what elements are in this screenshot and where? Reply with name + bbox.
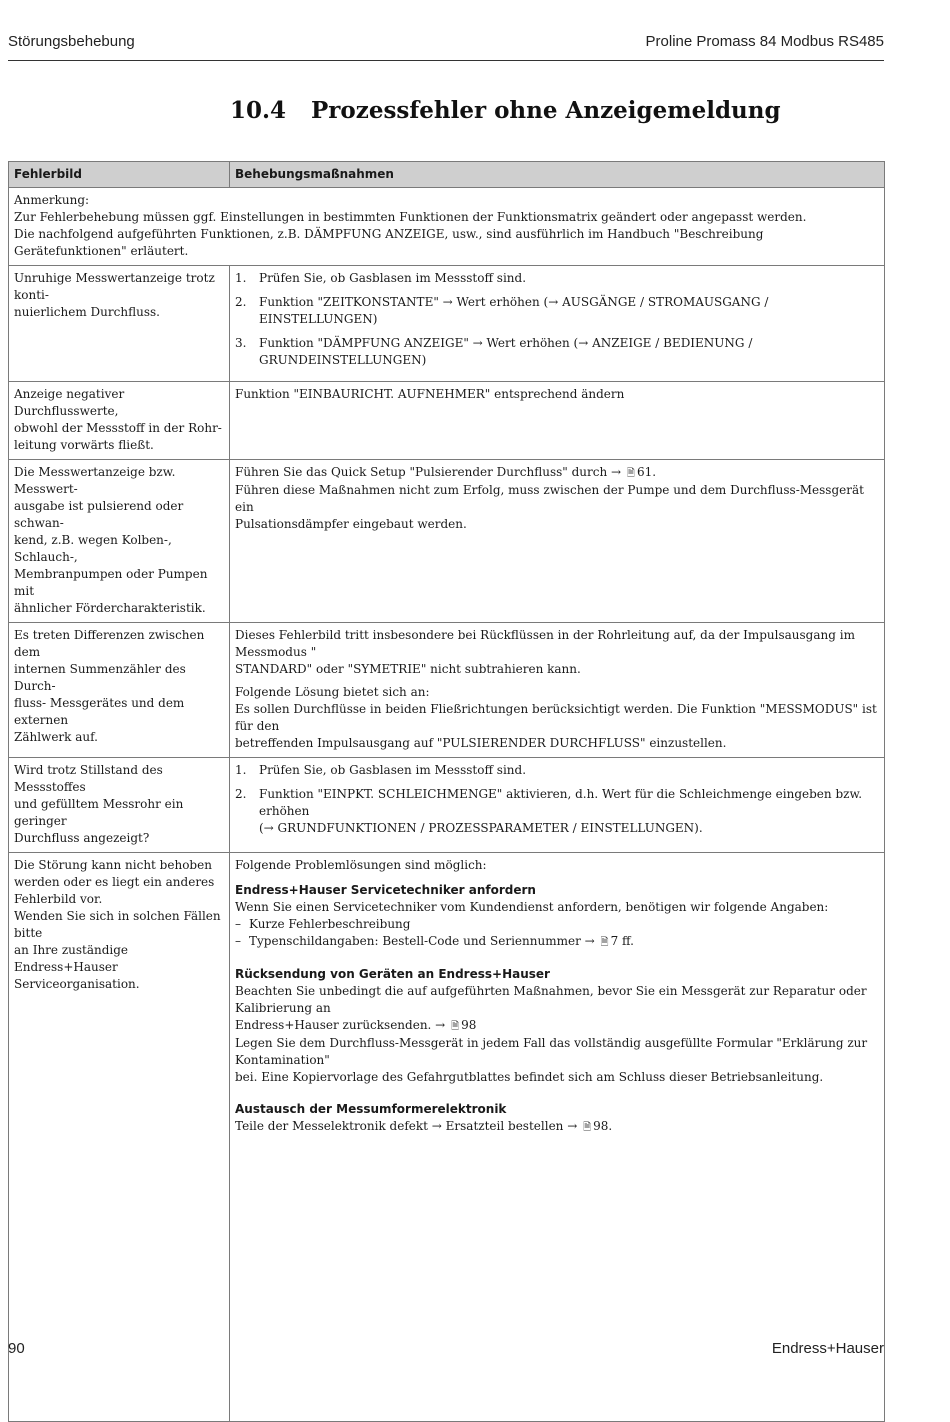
running-header-section: Störungsbehebung [8, 33, 135, 50]
remedy-text: Wenn Sie einen Servicetechniker vom Kundendienst anfordern, benötigen wir folgende Angaben: [235, 900, 829, 914]
dash-marker: – [235, 917, 241, 931]
problem-line: nuierlichem Durchfluss. [14, 305, 160, 319]
remedy-text: bei. Eine Kopiervorlage des Gefahrgutblattes befindet sich am Schluss dieser Betriebsanleitung. [235, 1070, 824, 1084]
table-row [9, 266, 885, 382]
remedy-text: betreffenden Impulsausgang auf "PULSIERENDER DURCHFLUSS" einzustellen. [235, 736, 727, 750]
table-row [9, 853, 885, 1422]
remedy-text: Führen diese Maßnahmen nicht zum Erfolg, muss zwischen der Pumpe und dem Durchfluss-Messgerät ein [235, 483, 864, 514]
step-text: Prüfen Sie, ob Gasblasen im Messstoff sind. [259, 763, 527, 777]
remedy-intro: Folgende Problemlösungen sind möglich: [235, 858, 487, 872]
table-row [9, 623, 885, 758]
step-number: 2. [235, 295, 247, 309]
remedy-text: Beachten Sie unbedingt die auf aufgeführten Maßnahmen, bevor Sie ein Messgerät zur Reparatur oder Kalibrierung an [235, 984, 867, 1015]
problem-cell [9, 853, 230, 1422]
subsection-title: Rücksendung von Geräten an Endress+Hauser [235, 967, 550, 981]
table-row [9, 382, 885, 460]
step-item [235, 786, 879, 837]
remedy-cell [230, 758, 885, 853]
step-number: 1. [235, 271, 247, 285]
footer-brand: Endress+Hauser [771, 1340, 884, 1357]
remedy-text: Legen Sie dem Durchfluss-Messgerät in jedem Fall das vollständig ausgefüllte Formular "Erklärung zur Kontamination" [235, 1036, 868, 1067]
page-reference-icon: 🗎 [600, 937, 609, 948]
step-number: 1. [235, 763, 247, 777]
step-text: Funktion "ZEITKONSTANTE" → Wert erhöhen (→ AUSGÄNGE / STROMAUSGANG / EINSTELLUNGEN) [259, 295, 769, 326]
column-header-remedy: Behebungsmaßnahmen [230, 162, 885, 188]
page-reference: 98. [593, 1119, 613, 1133]
problem-line: fluss- Messgerätes und dem externen [14, 696, 185, 727]
problem-cell [9, 623, 230, 758]
problem-line: Durchfluss angezeigt? [14, 831, 150, 845]
problem-line: Wird trotz Stillstand des Messstoffes [14, 763, 163, 794]
problem-cell [9, 266, 230, 382]
problem-line: Serviceorganisation. [14, 977, 140, 991]
problem-line: und gefülltem Messrohr ein geringer [14, 797, 184, 828]
column-header-problem: Fehlerbild [9, 162, 230, 188]
step-item [235, 762, 879, 779]
page-reference-icon: 🗎 [583, 1122, 592, 1133]
page-reference-icon: 🗎 [626, 468, 635, 479]
problem-line: Unruhige Messwertanzeige trotz konti- [14, 271, 215, 302]
problem-line: Fehlerbild vor. [14, 892, 103, 906]
problem-line: ähnlicher Fördercharakteristik. [14, 601, 206, 615]
section-heading: Prozessfehler ohne Anzeigemeldung [311, 97, 781, 124]
remedy-text: Funktion "EINBAURICHT. AUFNEHMER" entsprechend ändern [235, 387, 625, 401]
page-reference: 61. [636, 465, 657, 479]
note-line: Zur Fehlerbehebung müssen ggf. Einstellungen in bestimmten Funktionen der Funktionsmatrix geändert oder angepasst werden. [14, 210, 807, 224]
problem-cell [9, 758, 230, 853]
remedy-cell [230, 853, 885, 1422]
troubleshooting-table [8, 161, 885, 1422]
problem-line: Membranpumpen oder Pumpen mit [14, 567, 208, 598]
section-number: 10.4 [230, 97, 287, 124]
dash-item [235, 916, 879, 933]
step-number: 3. [235, 336, 247, 350]
note-line: Die nachfolgend aufgeführten Funktionen, z.B. DÄMPFUNG ANZEIGE, usw., sind ausführlich im Handbuch "Beschreibung Gerätefunktionen" erläutert. [14, 227, 764, 258]
problem-line: Die Messwertanzeige bzw. Messwert- [14, 465, 176, 496]
problem-line: Zählwerk auf. [14, 730, 98, 744]
problem-cell [9, 460, 230, 623]
table-header-row [9, 162, 885, 188]
table-row [9, 460, 885, 623]
problem-line: an Ihre zuständige Endress+Hauser [14, 943, 129, 974]
note-cell [9, 188, 885, 266]
remedy-text-part: Endress+Hauser zurücksenden. → [235, 1018, 446, 1032]
remedy-cell [230, 460, 885, 623]
remedy-text [235, 1017, 879, 1035]
page-number: 90 [8, 1340, 25, 1357]
step-text: (→ GRUNDFUNKTIONEN / PROZESSPARAMETER / EINSTELLUNGEN). [259, 821, 703, 835]
note-row [9, 188, 885, 266]
remedy-text: STANDARD" oder "SYMETRIE" nicht subtrahieren kann. [235, 662, 581, 676]
problem-line: leitung vorwärts fließt. [14, 438, 154, 452]
problem-line: Wenden Sie sich in solchen Fällen bitte [14, 909, 221, 940]
remedy-cell [230, 623, 885, 758]
remedy-text [235, 464, 879, 482]
problem-line: kend, z.B. wegen Kolben-, Schlauch-, [14, 533, 172, 564]
problem-line: obwohl der Messstoff in der Rohr- [14, 421, 222, 435]
step-item [235, 335, 879, 369]
subsection-title: Austausch der Messumformerelektronik [235, 1102, 507, 1116]
step-text: Funktion "EINPKT. SCHLEICHMENGE" aktivieren, d.h. Wert für die Schleichmenge eingeben bzw. erhöhen [259, 787, 863, 818]
steps-list [235, 270, 879, 369]
problem-line: werden oder es liegt ein anderes [14, 875, 215, 889]
step-item [235, 294, 879, 328]
problem-line: Anzeige negativer Durchflusswerte, [14, 387, 125, 418]
remedy-text: Pulsationsdämpfer eingebaut werden. [235, 517, 467, 531]
step-text: Funktion "DÄMPFUNG ANZEIGE" → Wert erhöhen (→ ANZEIGE / BEDIENUNG / GRUNDEINSTELLUNGEN) [259, 336, 753, 367]
remedy-cell [230, 266, 885, 382]
problem-line: ausgabe ist pulsierend oder schwan- [14, 499, 184, 530]
page-reference: 98 [461, 1018, 477, 1032]
problem-line: internen Summenzähler des Durch- [14, 662, 186, 693]
problem-line: Es treten Differenzen zwischen dem [14, 628, 205, 659]
steps-list [235, 762, 879, 837]
step-text: Prüfen Sie, ob Gasblasen im Messstoff sind. [259, 271, 527, 285]
problem-line: Die Störung kann nicht behoben [14, 858, 212, 872]
remedy-text [235, 1118, 879, 1136]
note-label: Anmerkung: [14, 193, 90, 207]
page-reference: 7 ff. [610, 934, 634, 948]
page-reference-icon: 🗎 [451, 1021, 460, 1032]
dash-marker: – [235, 934, 241, 948]
dash-text: Typenschildangaben: Bestell-Code und Seriennummer → [249, 934, 595, 948]
remedy-cell [230, 382, 885, 460]
subsection-title: Endress+Hauser Servicetechniker anfordern [235, 883, 536, 897]
section-title [230, 97, 781, 124]
dash-text: Kurze Fehlerbeschreibung [249, 917, 411, 931]
remedy-text-part: Teile der Messelektronik defekt → Ersatzteil bestellen → [235, 1119, 578, 1133]
dash-item [235, 933, 879, 951]
step-item [235, 270, 879, 287]
remedy-text: Dieses Fehlerbild tritt insbesondere bei Rückflüssen in der Rohrleitung auf, da der Impulsausgang im Messmodus " [235, 628, 855, 659]
problem-cell [9, 382, 230, 460]
running-header-product: Proline Promass 84 Modbus RS485 [645, 33, 884, 50]
remedy-text-part: Führen Sie das Quick Setup "Pulsierender Durchfluss" durch → [235, 465, 622, 479]
remedy-text: Folgende Lösung bietet sich an: [235, 685, 430, 699]
step-number: 2. [235, 787, 247, 801]
header-rule [8, 60, 884, 61]
table-row [9, 758, 885, 853]
remedy-text: Es sollen Durchflüsse in beiden Fließrichtungen berücksichtigt werden. Die Funktion "MESSMODUS" ist für den [235, 702, 877, 733]
